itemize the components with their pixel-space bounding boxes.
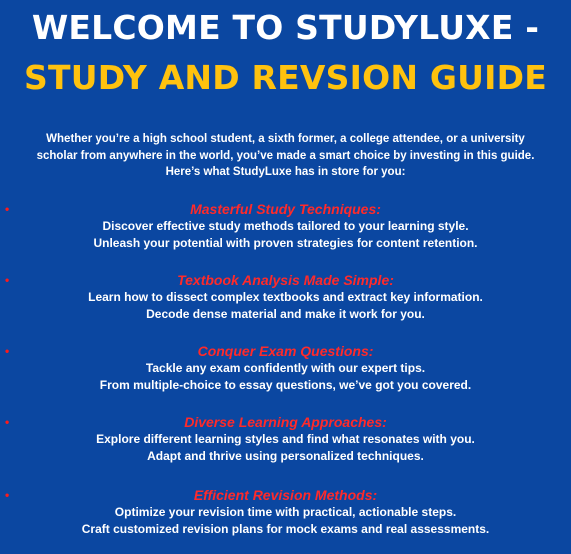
section-learning-approaches bbox=[0, 414, 571, 465]
bullet-icon: • bbox=[5, 415, 10, 429]
section-line-1: Explore different learning styles and find what resonates with you. bbox=[96, 432, 475, 446]
section-line-1: Learn how to dissect complex textbooks and extract key information. bbox=[88, 290, 483, 304]
intro-paragraph bbox=[0, 131, 571, 181]
page-title-line-2: STUDY AND REVSION GUIDE bbox=[24, 58, 547, 97]
section-heading: Diverse Learning Approaches: bbox=[184, 414, 387, 430]
bullet-icon: • bbox=[5, 488, 10, 502]
section-line-2: From multiple-choice to essay questions, we’ve got you covered. bbox=[99, 378, 472, 392]
section-line-2: Craft customized revision plans for mock exams and real assessments. bbox=[81, 522, 490, 536]
section-line-2: Decode dense material and make it work for you. bbox=[146, 307, 425, 321]
section-line-1: Optimize your revision time with practical, actionable steps. bbox=[114, 505, 457, 519]
section-heading: Textbook Analysis Made Simple: bbox=[177, 272, 394, 288]
bullet-icon: • bbox=[5, 202, 10, 216]
intro-line-3: Here’s what StudyLuxe has in store for you: bbox=[165, 166, 406, 178]
section-heading: Efficient Revision Methods: bbox=[193, 487, 378, 503]
page-title-line-1: WELCOME TO STUDYLUXE - bbox=[31, 8, 540, 47]
section-line-1: Tackle any exam confidently with our expert tips. bbox=[145, 361, 426, 375]
section-revision-methods bbox=[0, 487, 571, 538]
section-exam-questions bbox=[0, 343, 571, 394]
section-line-1: Discover effective study methods tailored to your learning style. bbox=[102, 219, 469, 233]
section-study-techniques bbox=[0, 201, 571, 252]
section-line-2: Unleash your potential with proven strategies for content retention. bbox=[93, 236, 478, 250]
intro-line-2: scholar from anywhere in the world, you’ve made a smart choice by investing in this guide. bbox=[36, 149, 535, 162]
section-heading: Conquer Exam Questions: bbox=[197, 343, 374, 359]
section-heading: Masterful Study Techniques: bbox=[190, 201, 381, 217]
section-line-2: Adapt and thrive using personalized techniques. bbox=[147, 449, 424, 463]
intro-line-1: Whether you’re a high school student, a sixth former, a college attendee, or a university bbox=[46, 133, 525, 145]
bullet-icon: • bbox=[5, 273, 10, 287]
bullet-icon: • bbox=[5, 344, 10, 358]
section-textbook-analysis bbox=[0, 272, 571, 323]
